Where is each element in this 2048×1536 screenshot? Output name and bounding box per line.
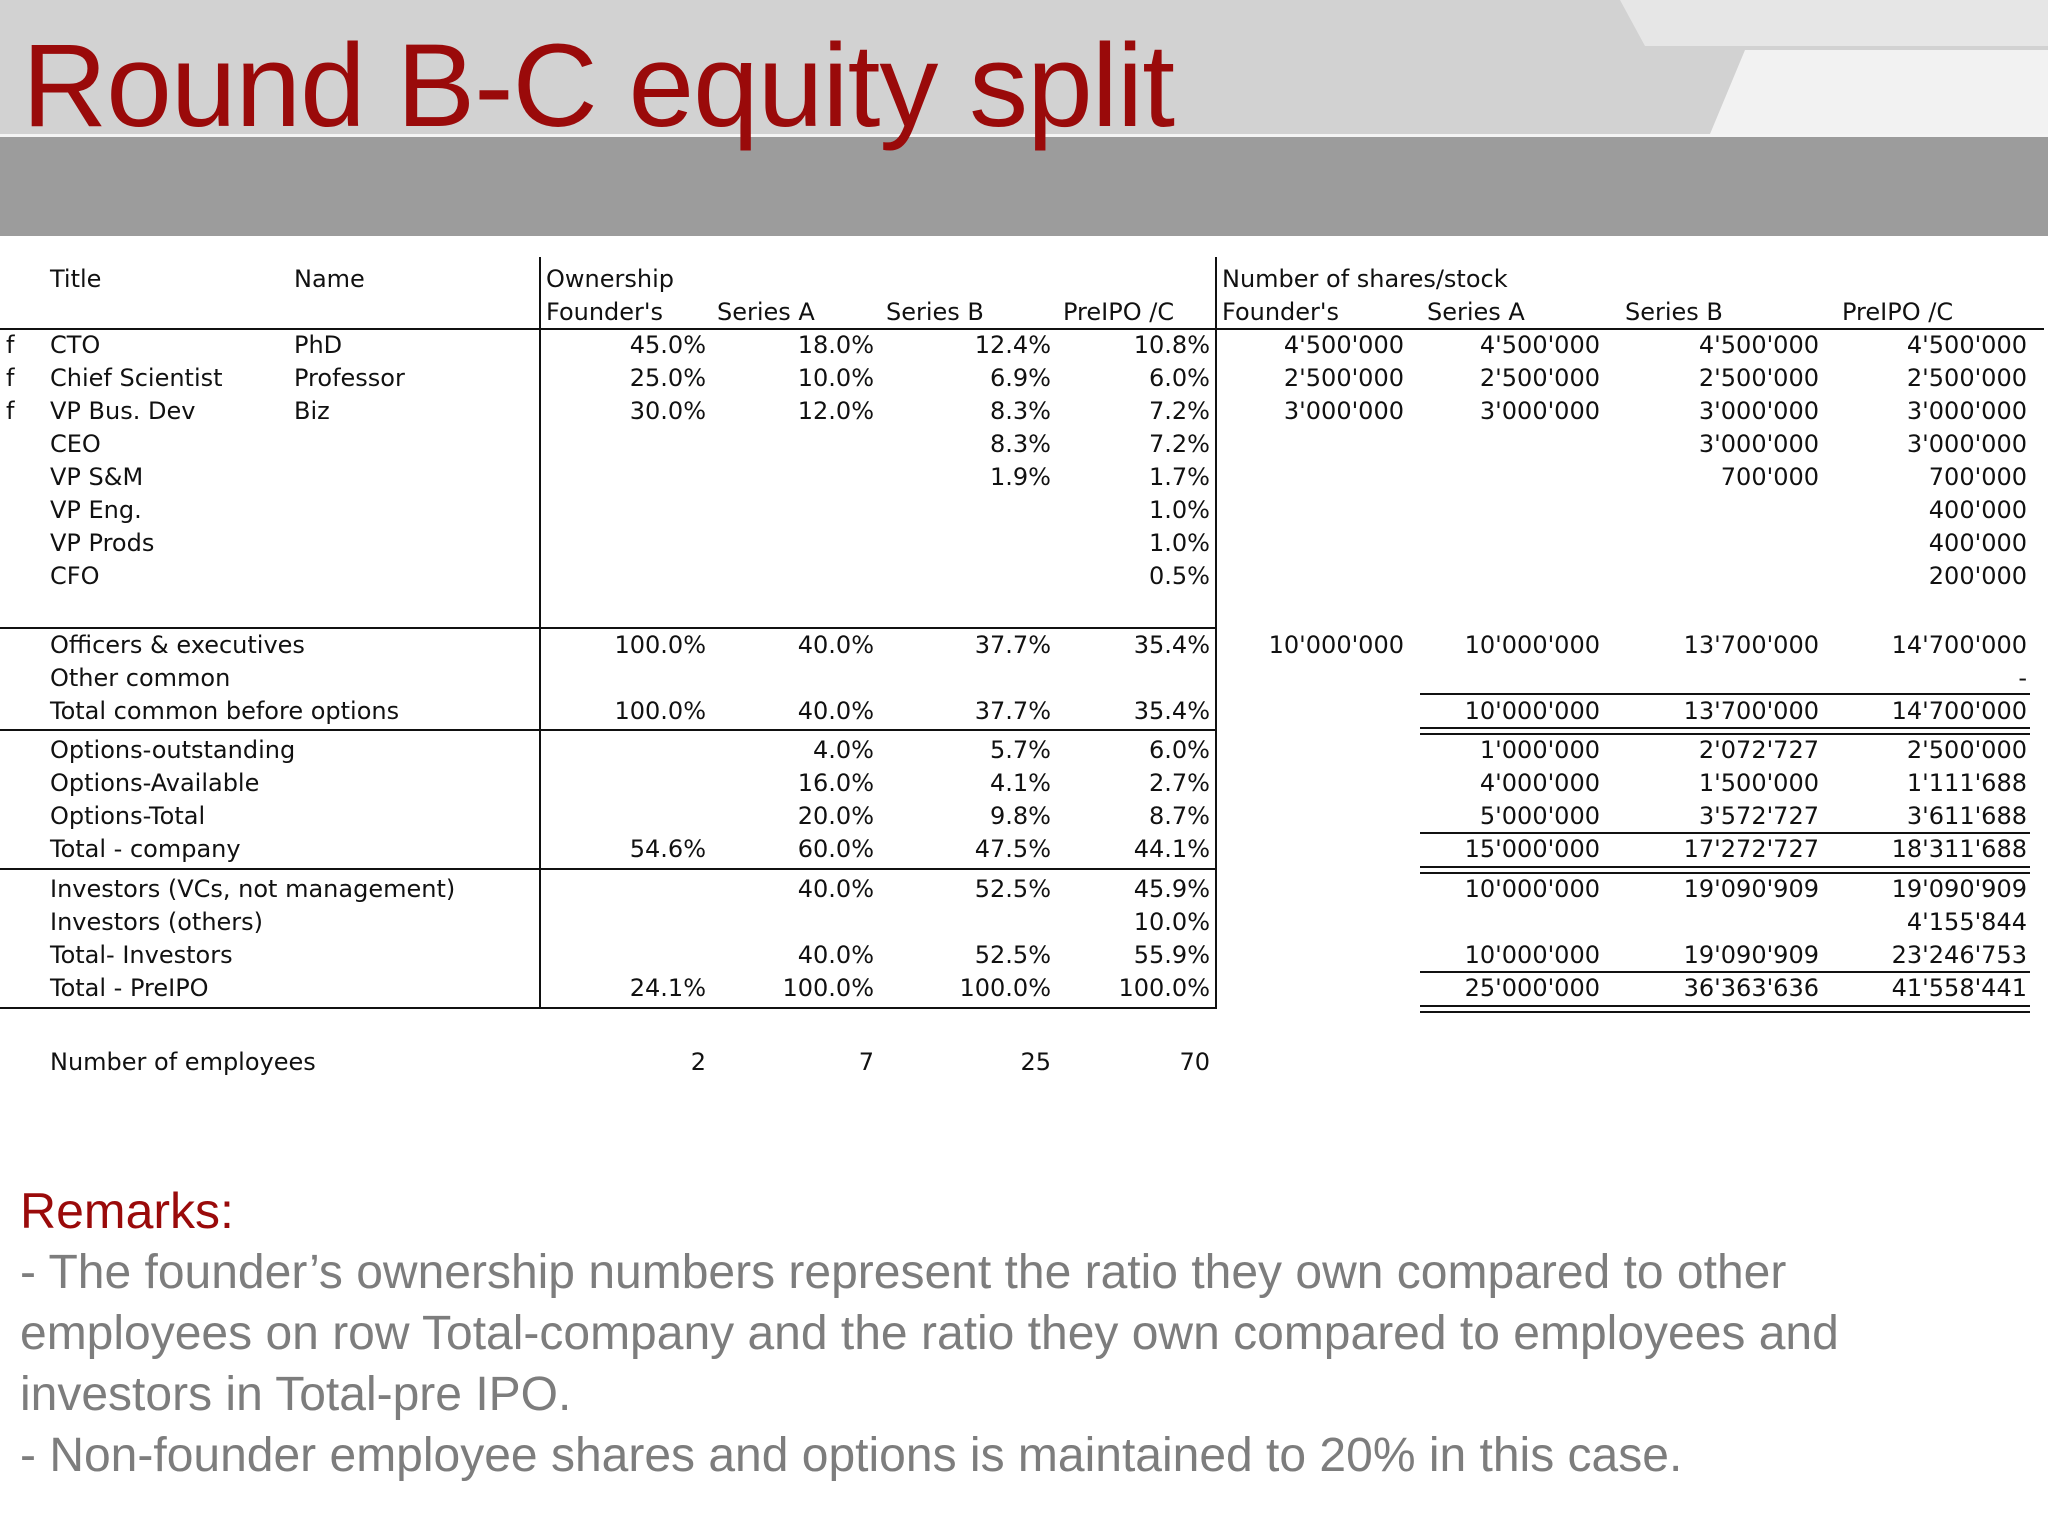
- shares-value: 3'000'000: [1698, 430, 1819, 458]
- ownership-value: 40.0%: [797, 697, 874, 725]
- shares-value: 700'000: [1928, 463, 2027, 491]
- row-name: PhD: [294, 331, 343, 359]
- ownership-value: 55.9%: [1133, 941, 1210, 969]
- total-rule: [1420, 1005, 2030, 1007]
- shares-value: 4'500'000: [1283, 331, 1404, 359]
- ownership-value: 8.3%: [990, 430, 1051, 458]
- shares-value: 400'000: [1928, 496, 2027, 524]
- ownership-value: 8.7%: [1149, 802, 1210, 830]
- ownership-value: 37.7%: [974, 631, 1051, 659]
- total-rule: [1420, 971, 2030, 973]
- shares-value: 700'000: [1720, 463, 1819, 491]
- ownership-value: 70: [1179, 1048, 1210, 1076]
- header-shares: Number of shares/stock: [1222, 265, 1508, 293]
- shares-value: 14'700'000: [1891, 697, 2027, 725]
- remark-line: employees on row Total-company and the ratio they own compared to employees and: [20, 1307, 1839, 1360]
- header-sh-preipo: PreIPO /C: [1842, 298, 1954, 326]
- ownership-value: 10.8%: [1133, 331, 1210, 359]
- header-sh-series-a: Series A: [1427, 298, 1525, 326]
- ownership-value: 40.0%: [797, 631, 874, 659]
- shares-value: 3'000'000: [1698, 397, 1819, 425]
- ownership-value: 45.9%: [1133, 875, 1210, 903]
- row-title: Total - PreIPO: [50, 974, 209, 1002]
- shares-value: 36'363'636: [1683, 974, 1819, 1002]
- row-title: Number of employees: [50, 1048, 316, 1076]
- shares-value: 2'500'000: [1906, 736, 2027, 764]
- shares-value: 25'000'000: [1464, 974, 1600, 1002]
- row-title: Other common: [50, 664, 231, 692]
- shares-value: 3'572'727: [1698, 802, 1819, 830]
- remarks-heading: Remarks:: [20, 1183, 234, 1239]
- shares-value: 4'500'000: [1698, 331, 1819, 359]
- section-rule: [0, 1007, 1217, 1009]
- shares-value: 5'000'000: [1479, 802, 1600, 830]
- ownership-value: 1.0%: [1149, 529, 1210, 557]
- slide-title: Round B-C equity split: [22, 20, 1175, 152]
- shares-value: 1'000'000: [1479, 736, 1600, 764]
- ownership-value: 10.0%: [1133, 908, 1210, 936]
- ownership-value: 16.0%: [797, 769, 874, 797]
- ownership-value: 35.4%: [1133, 631, 1210, 659]
- shares-value: 2'072'727: [1698, 736, 1819, 764]
- row-marker: f: [6, 397, 15, 425]
- ownership-value: 44.1%: [1133, 835, 1210, 863]
- shares-value: 400'000: [1928, 529, 2027, 557]
- shares-value: 41'558'441: [1891, 974, 2027, 1002]
- header-own-founders: Founder's: [546, 298, 664, 326]
- ownership-value: 6.0%: [1149, 736, 1210, 764]
- ownership-value: 47.5%: [974, 835, 1051, 863]
- row-title: CTO: [50, 331, 101, 359]
- ownership-value: 45.0%: [629, 331, 706, 359]
- header-own-preipo: PreIPO /C: [1063, 298, 1175, 326]
- ownership-value: 40.0%: [797, 941, 874, 969]
- ownership-value: 100.0%: [782, 974, 874, 1002]
- ownership-value: 4.0%: [813, 736, 874, 764]
- ownership-value: 12.0%: [797, 397, 874, 425]
- total-rule: [1420, 733, 2030, 735]
- header-own-series-b: Series B: [886, 298, 984, 326]
- shares-value: 10'000'000: [1464, 941, 1600, 969]
- ownership-value: 7: [858, 1048, 874, 1076]
- row-title: Officers & executives: [50, 631, 305, 659]
- ownership-value: 52.5%: [974, 875, 1051, 903]
- row-title: CEO: [50, 430, 101, 458]
- ownership-value: 12.4%: [974, 331, 1051, 359]
- shares-value: 1'500'000: [1698, 769, 1819, 797]
- ownership-value: 6.0%: [1149, 364, 1210, 392]
- ownership-value: 2.7%: [1149, 769, 1210, 797]
- row-title: VP Bus. Dev: [50, 397, 196, 425]
- shares-value: 200'000: [1928, 562, 2027, 590]
- row-name: Professor: [294, 364, 405, 392]
- shares-value: 19'090'909: [1683, 875, 1819, 903]
- row-title: Total - company: [50, 835, 241, 863]
- total-rule: [1420, 727, 2030, 729]
- shares-value: 23'246'753: [1891, 941, 2027, 969]
- section-rule: [0, 627, 1217, 629]
- ownership-divider: [539, 257, 541, 1009]
- row-title: CFO: [50, 562, 100, 590]
- shares-value: 14'700'000: [1891, 631, 2027, 659]
- header-sh-series-b: Series B: [1625, 298, 1723, 326]
- row-marker: f: [6, 331, 15, 359]
- row-title: Investors (others): [50, 908, 264, 936]
- row-title: VP Eng.: [50, 496, 142, 524]
- shares-value: 10'000'000: [1464, 631, 1600, 659]
- ownership-value: 7.2%: [1149, 397, 1210, 425]
- total-rule: [1420, 1011, 2030, 1013]
- shares-value: 4'155'844: [1906, 908, 2027, 936]
- ownership-value: 40.0%: [797, 875, 874, 903]
- header-own-series-a: Series A: [717, 298, 815, 326]
- shares-value: 17'272'727: [1683, 835, 1819, 863]
- ownership-value: 6.9%: [990, 364, 1051, 392]
- ownership-value: 4.1%: [990, 769, 1051, 797]
- ownership-value: 54.6%: [629, 835, 706, 863]
- shares-value: 10'000'000: [1464, 875, 1600, 903]
- shares-value: -: [2018, 664, 2027, 692]
- ownership-value: 1.9%: [990, 463, 1051, 491]
- remark-line: - Non-founder employee shares and options is maintained to 20% in this case.: [20, 1429, 1683, 1482]
- row-marker: f: [6, 364, 15, 392]
- shares-value: 10'000'000: [1464, 697, 1600, 725]
- ownership-value: 18.0%: [797, 331, 874, 359]
- ownership-value: 35.4%: [1133, 697, 1210, 725]
- shares-value: 19'090'909: [1891, 875, 2027, 903]
- ownership-value: 24.1%: [629, 974, 706, 1002]
- ownership-value: 2: [690, 1048, 706, 1076]
- ownership-value: 8.3%: [990, 397, 1051, 425]
- shares-value: 3'000'000: [1906, 397, 2027, 425]
- header-name: Name: [294, 265, 365, 293]
- ownership-value: 52.5%: [974, 941, 1051, 969]
- shares-value: 18'311'688: [1891, 835, 2027, 863]
- shares-value: 4'500'000: [1479, 331, 1600, 359]
- section-rule: [0, 868, 1217, 870]
- total-rule: [1420, 832, 2030, 834]
- header-rule: [0, 328, 2044, 330]
- total-rule: [1420, 693, 2030, 695]
- slide-header: [0, 0, 2048, 240]
- shares-value: 13'700'000: [1683, 697, 1819, 725]
- row-title: Total- Investors: [50, 941, 233, 969]
- shares-value: 2'500'000: [1698, 364, 1819, 392]
- ownership-value: 20.0%: [797, 802, 874, 830]
- row-title: Investors (VCs, not management): [50, 875, 456, 903]
- row-name: Biz: [294, 397, 330, 425]
- ownership-value: 1.7%: [1149, 463, 1210, 491]
- total-rule: [1420, 872, 2030, 874]
- shares-value: 4'000'000: [1479, 769, 1600, 797]
- row-title: Options-Available: [50, 769, 260, 797]
- total-rule: [1420, 866, 2030, 868]
- header-sh-founders: Founder's: [1222, 298, 1340, 326]
- ownership-value: 100.0%: [614, 631, 706, 659]
- section-rule: [0, 729, 1217, 731]
- shares-value: 10'000'000: [1268, 631, 1404, 659]
- shares-value: 2'500'000: [1906, 364, 2027, 392]
- remark-line: investors in Total-pre IPO.: [20, 1368, 572, 1421]
- ownership-value: 60.0%: [797, 835, 874, 863]
- equity-table: [0, 240, 2048, 1110]
- shares-value: 4'500'000: [1906, 331, 2027, 359]
- ownership-value: 0.5%: [1149, 562, 1210, 590]
- ownership-value: 5.7%: [990, 736, 1051, 764]
- ownership-value: 100.0%: [614, 697, 706, 725]
- ownership-value: 25.0%: [629, 364, 706, 392]
- header-title: Title: [50, 265, 102, 293]
- shares-value: 3'000'000: [1906, 430, 2027, 458]
- shares-value: 2'500'000: [1283, 364, 1404, 392]
- row-title: Chief Scientist: [50, 364, 223, 392]
- row-title: Options-Total: [50, 802, 206, 830]
- remark-line: - The founder’s ownership numbers represent the ratio they own compared to other: [20, 1246, 1787, 1299]
- ownership-value: 10.0%: [797, 364, 874, 392]
- shares-divider: [1215, 257, 1217, 1009]
- row-title: Total common before options: [50, 697, 400, 725]
- remarks-section: [20, 1180, 2030, 1486]
- row-title: VP Prods: [50, 529, 155, 557]
- ownership-value: 100.0%: [1118, 974, 1210, 1002]
- shares-value: 3'611'688: [1906, 802, 2027, 830]
- shares-value: 2'500'000: [1479, 364, 1600, 392]
- shares-value: 15'000'000: [1464, 835, 1600, 863]
- ownership-value: 9.8%: [990, 802, 1051, 830]
- header-ownership: Ownership: [546, 265, 674, 293]
- ownership-value: 25: [1020, 1048, 1051, 1076]
- shares-value: 19'090'909: [1683, 941, 1819, 969]
- ownership-value: 7.2%: [1149, 430, 1210, 458]
- shares-value: 3'000'000: [1479, 397, 1600, 425]
- row-title: Options-outstanding: [50, 736, 296, 764]
- shares-value: 3'000'000: [1283, 397, 1404, 425]
- ownership-value: 30.0%: [629, 397, 706, 425]
- ownership-value: 100.0%: [959, 974, 1051, 1002]
- row-title: VP S&M: [50, 463, 144, 491]
- shares-value: 13'700'000: [1683, 631, 1819, 659]
- ownership-value: 37.7%: [974, 697, 1051, 725]
- shares-value: 1'111'688: [1906, 769, 2027, 797]
- ownership-value: 1.0%: [1149, 496, 1210, 524]
